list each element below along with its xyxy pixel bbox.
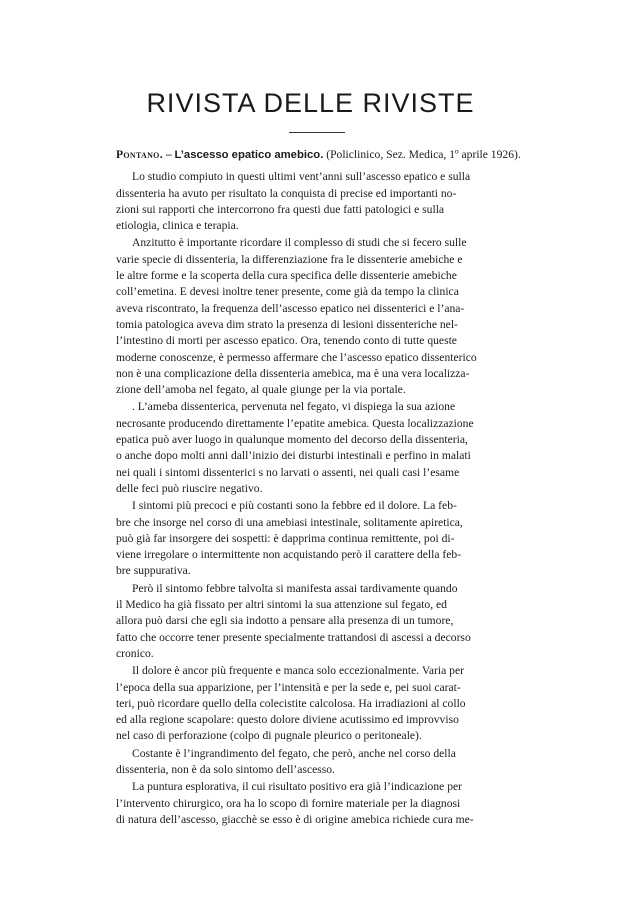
article-paragraphs [116,169,560,828]
text-line: le altre forme e la scoperta della cura specifica delle dissenterie amebiche [116,269,457,283]
text-line: aveva riscontrato, la frequenza dell’ascesso epatico nei dissenterici e l’ana- [116,301,465,315]
text-line: l’intestino di morti per ascesso epatico. Ora, tenendo conto di tutte queste [116,334,457,348]
article-body [116,147,560,829]
text-line: delle feci può riuscire negativo. [116,481,263,495]
text-line: . L’ameba dissenterica, pervenuta nel fegato, vi dispiega la sua azione [132,400,456,414]
text-line: l’epoca della sua apparizione, per l’intensità e per la sede e, pei suoi carat- [116,680,461,694]
text-line: Però il sintomo febbre talvolta si manifesta assai tardivamente quando [132,581,458,595]
text-line: Costante è l’ingrandimento del fegato, che però, anche nel corso della [132,746,456,760]
text-line: il Medico ha già fissato per altri sintomi la sua attenzione sul fegato, ed [116,598,447,612]
text-line: La puntura esplorativa, il cui risultato positivo era già l’indicazione per [132,780,462,794]
text-line: bre suppurativa. [116,564,191,578]
text-line: etiologia, clinica e terapia. [116,219,239,233]
article-heading [116,147,560,163]
article-source: (Policlinico, Sez. Medica, 1º aprile 1926). [326,148,521,161]
text-line: epatica può aver luogo in qualunque momento del decorso della dissenteria, [116,433,468,447]
paragraph [116,498,560,579]
paragraph [116,169,560,234]
text-line: cronico. [116,646,154,660]
paragraph [116,581,560,662]
text-line: di natura dell’ascesso, giacchè se esso è di origine amebica richiede cura me- [116,812,474,826]
text-line: zioni sui rapporti che intercorrono fra questi due fatti patologici e sulla [116,202,445,216]
article-title: L’ascesso epatico amebico. [174,149,324,161]
text-line: moderne conoscenze, è permesso affermare che l’ascesso epatico dissenterico [116,350,477,364]
text-line: Lo studio compiuto in questi ultimi vent’anni sull’ascesso epatico e sulla [132,170,471,184]
paragraph [116,779,560,828]
title-rule [289,132,345,133]
text-line: Il dolore è ancor più frequente e manca solo eccezionalmente. Varia per [132,664,464,678]
paragraph [116,399,560,497]
text-line: dissenteria, non è da solo sintomo dell’ascesso. [116,762,335,776]
text-line: viene irregolare o intermittente non acquistando però il carattere della feb- [116,548,462,562]
text-line: teri, può ricordare quello della colecistite calcolosa. Ha irradiazioni al collo [116,696,466,710]
text-line: può già far insorgere dei sospetti: è dapprima continua remittente, poi di- [116,531,455,545]
text-line: l’intervento chirurgico, ora ha lo scopo di fornire materiale per la diagnosi [116,796,461,810]
paragraph [116,235,560,398]
text-line: allora può darsi che egli sia indotto a pensare alla presenza di un tumore, [116,614,454,628]
text-line: dissenteria ha avuto per risultato la conquista di precise ed importanti no- [116,186,457,200]
text-line: tomia patologica aveva dim strato la presenza di lesioni dissenteriche nel- [116,317,458,331]
text-line: o anche dopo molti anni dall’inizio dei disturbi intestinali e perfino in malati [116,449,471,463]
text-line: ed alla regione scapolare: questo dolore diviene acutissimo ed improvviso [116,713,459,727]
text-line: bre che insorge nel corso di una amebiasi intestinale, solitamente apiretica, [116,515,463,529]
text-line: I sintomi più precoci e più costanti sono la febbre ed il dolore. La feb- [132,499,457,513]
text-line: nel caso di perforazione (colpo di pugnale pleurico o peritoneale). [116,729,422,743]
text-line: varie specie di dissenteria, la differenziazione fra le dissenterie amebiche e [116,252,463,266]
text-line: non è una complicazione della dissenteria amebica, ma è una vera localizza- [116,366,470,380]
text-line: nei quali i sintomi dissenterici s no larvati o assenti, nei quali casi l’esame [116,465,460,479]
text-line: Anzitutto è importante ricordare il complesso di studi che si fecero sulle [132,236,467,250]
text-line: coll’emetina. E devesi inoltre tener presente, come già da tempo la clinica [116,285,459,299]
heading-dash: – [165,148,172,161]
paragraph [116,746,560,779]
text-line: zione dell’amoba nel fegato, al quale giunge per la via portale. [116,383,406,397]
paragraph [116,663,560,744]
text-line: fatto che occorre tener presente specialmente trattandosi di ascessi a decorso [116,630,471,644]
page-title: RIVISTA DELLE RIVISTE [146,88,475,118]
article-author: Pontano. [116,148,163,161]
text-line: necrosante producendo direttamente l’epatite amebica. Questa localizzazione [116,416,474,430]
